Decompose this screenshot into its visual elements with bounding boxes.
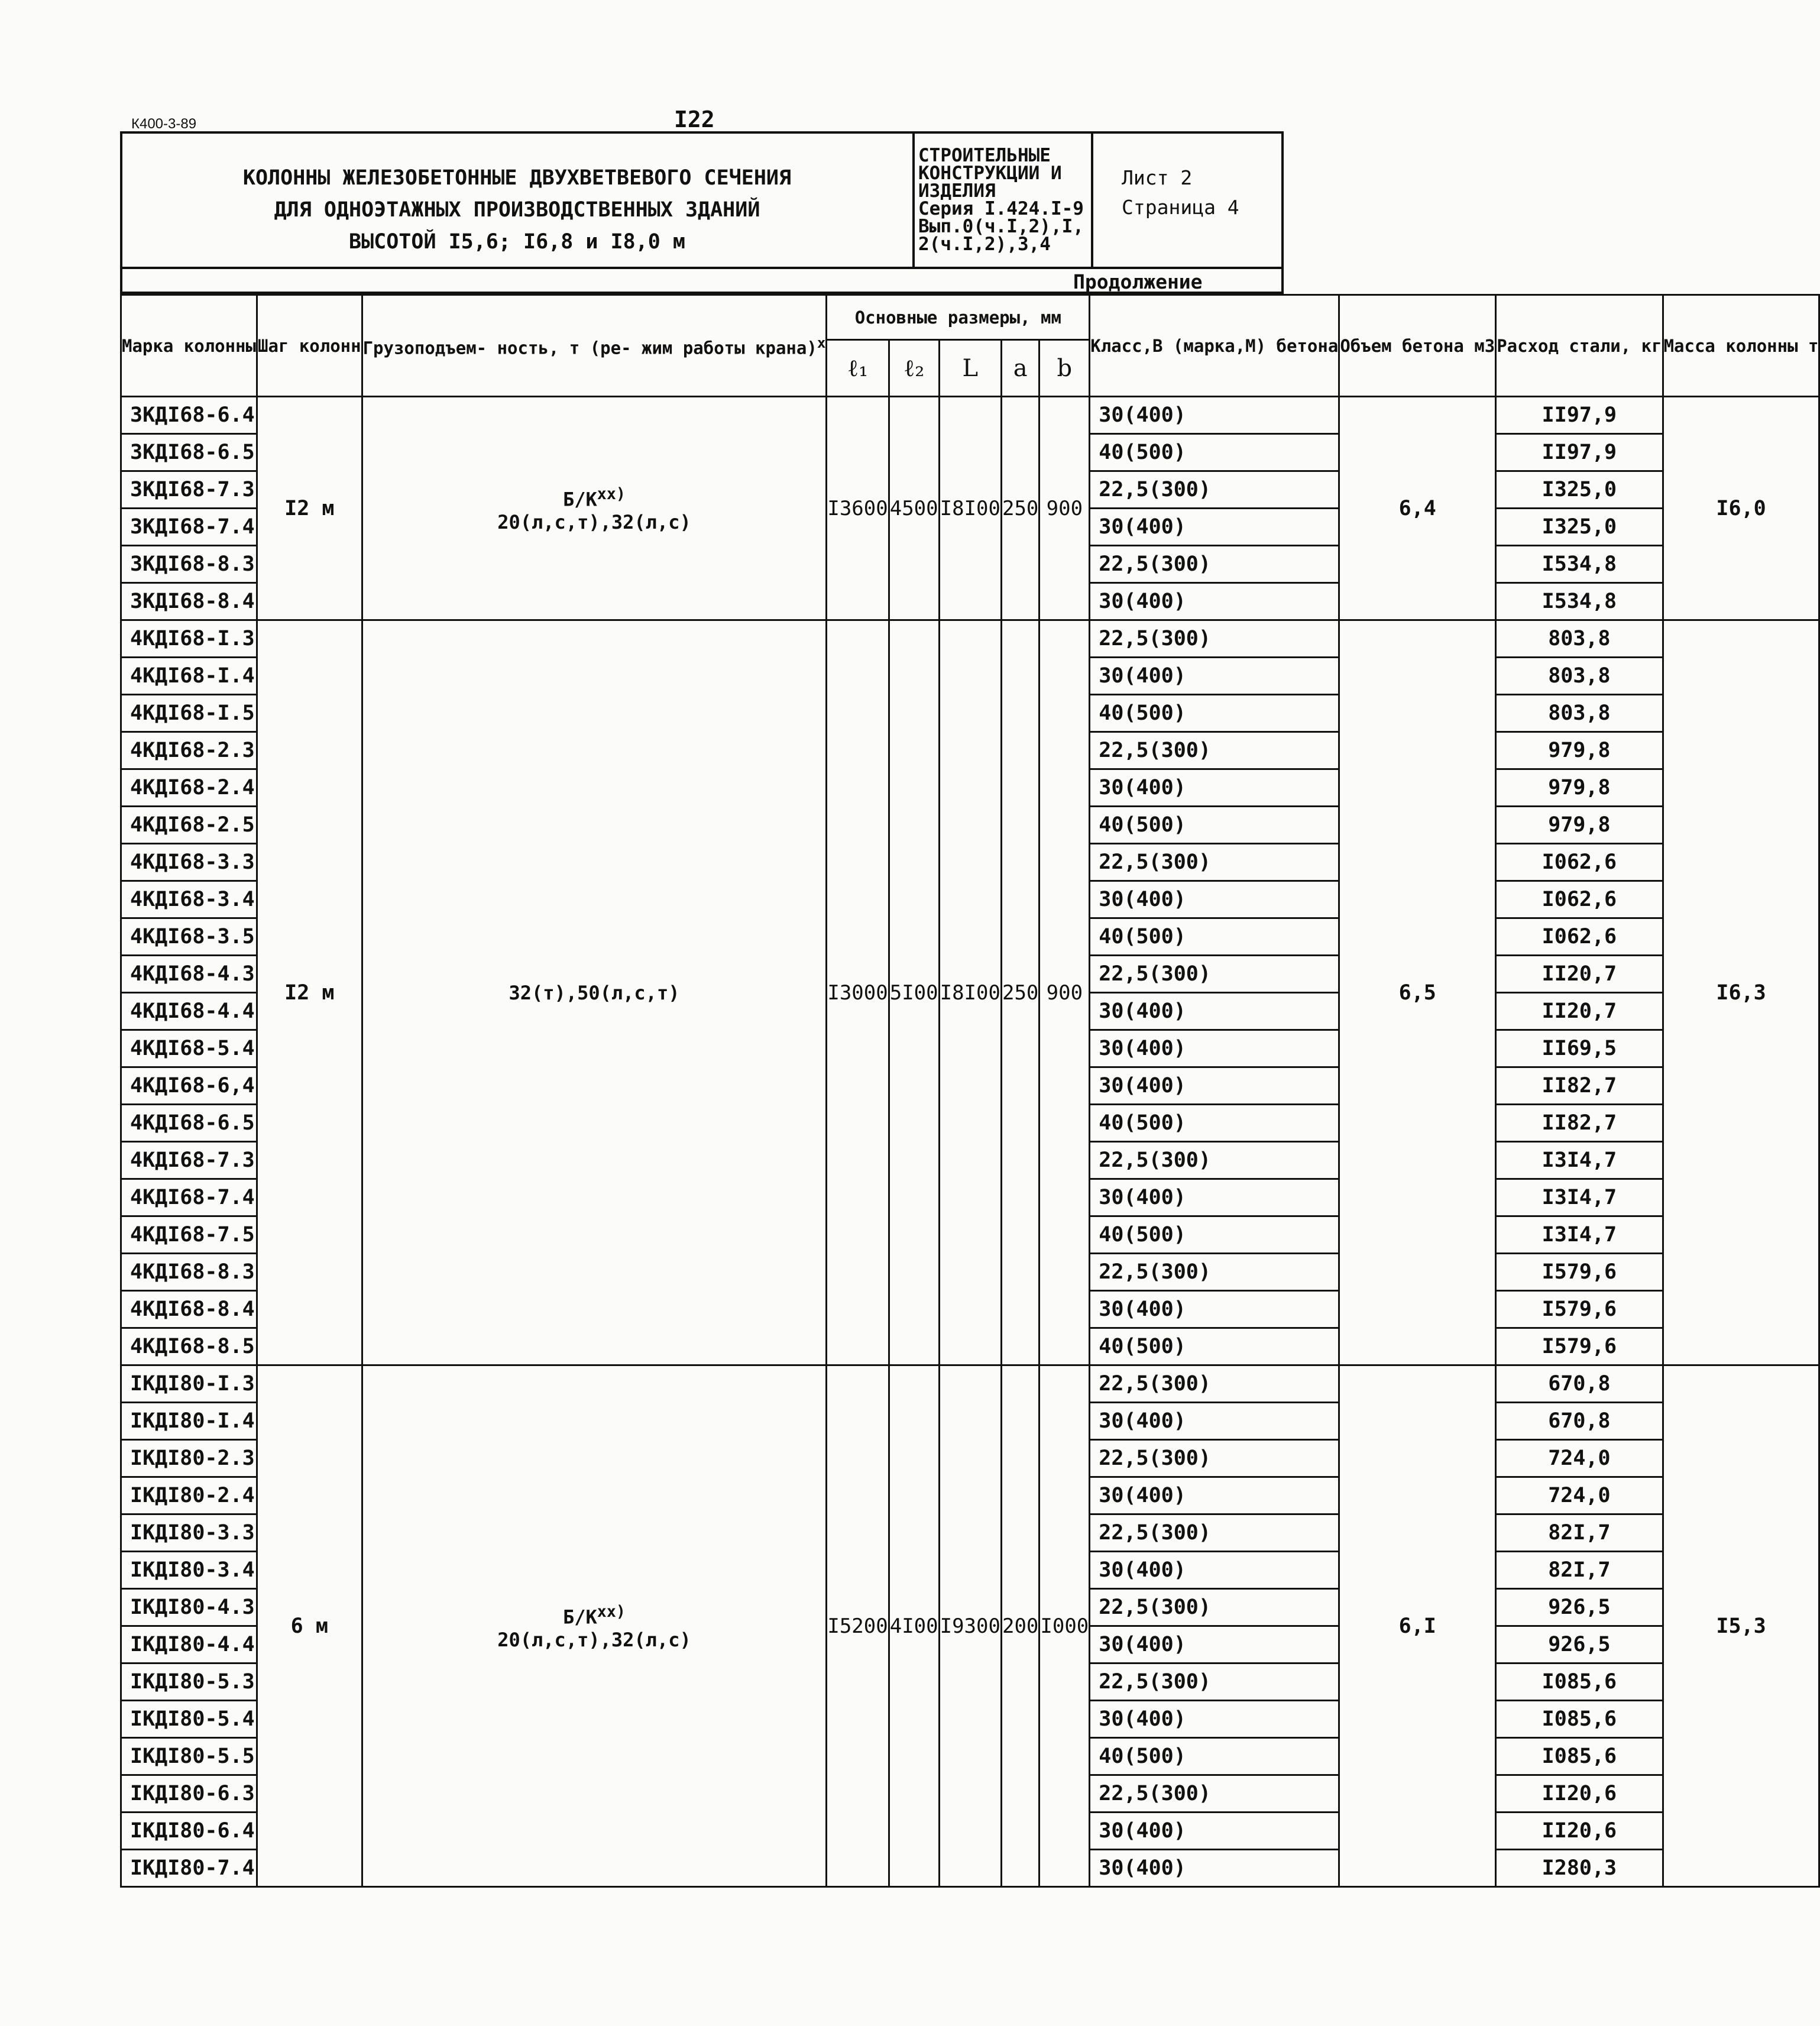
column-mark: 3КДI68-8.3 [121,546,257,583]
concrete-class: 22,5(300) [1090,1440,1339,1477]
dim-l1: I3600 [827,397,889,620]
series-line: СТРОИТЕЛЬНЫЕ [918,145,1051,166]
steel-consumption: I3I4,7 [1496,1142,1663,1179]
column-mark: 3КДI68-7.3 [121,471,257,509]
column-mass: I5,3 [1663,1365,1819,1887]
column-mark: IКДI80-I.4 [121,1403,257,1440]
column-mark: 4КДI68-3.4 [121,881,257,918]
column-mass: I6,0 [1663,397,1819,620]
column-mark: 4КДI68-6.5 [121,1105,257,1142]
steel-consumption: 803,8 [1496,658,1663,695]
header-L: L [939,340,1001,397]
steel-consumption: I085,6 [1496,1701,1663,1738]
steel-consumption: II20,7 [1496,956,1663,993]
column-mark: IКДI80-2.4 [121,1477,257,1514]
column-mark: IКДI80-6.3 [121,1775,257,1813]
dim-l2: 4I00 [889,1365,939,1887]
steel-consumption: I579,6 [1496,1328,1663,1365]
column-mark: 4КДI68-5.4 [121,1030,257,1067]
header-volume: Объем бетона м3 [1339,295,1496,397]
dim-b: 900 [1039,397,1090,620]
steel-consumption: 926,5 [1496,1626,1663,1663]
steel-consumption: 724,0 [1496,1440,1663,1477]
steel-consumption: II82,7 [1496,1105,1663,1142]
series-line: 2(ч.I,2),3,4 [918,234,1051,255]
table-row [121,397,1819,434]
steel-consumption: I062,6 [1496,844,1663,881]
concrete-class: 30(400) [1090,1403,1339,1440]
column-mark: 4КДI68-2.5 [121,807,257,844]
column-mark: 4КДI68-I.3 [121,620,257,658]
concrete-class: 22,5(300) [1090,471,1339,509]
steel-consumption: 724,0 [1496,1477,1663,1514]
column-mark: IКДI80-7.4 [121,1850,257,1887]
series-line: ИЗДЕЛИЯ [918,180,996,202]
column-step: I2 м [257,620,362,1365]
concrete-class: 22,5(300) [1090,1365,1339,1403]
series-info [912,134,1093,267]
concrete-class: 30(400) [1090,509,1339,546]
steel-consumption: I280,3 [1496,1850,1663,1887]
sheet-page: Страница 4 [1122,196,1239,219]
column-mark: 4КДI68-8.5 [121,1328,257,1365]
column-mark: IКДI80-6.4 [121,1813,257,1850]
column-mark: 4КДI68-7.3 [121,1142,257,1179]
steel-consumption: I579,6 [1496,1291,1663,1328]
concrete-class: 40(500) [1090,1216,1339,1254]
concrete-class: 22,5(300) [1090,1775,1339,1813]
capacity-mode-label: Б/К [563,1606,597,1629]
steel-consumption: 979,8 [1496,732,1663,769]
column-step: 6 м [257,1365,362,1887]
column-mark: 4КДI68-7.4 [121,1179,257,1216]
crane-capacity [362,620,827,1365]
steel-consumption: I3I4,7 [1496,1179,1663,1216]
document-title [122,162,912,258]
concrete-class: 22,5(300) [1090,1663,1339,1701]
table-row [121,1365,1819,1403]
concrete-class: 40(500) [1090,1328,1339,1365]
column-mark: IКДI80-5.3 [121,1663,257,1701]
crane-capacity [362,397,827,620]
concrete-class: 30(400) [1090,769,1339,807]
concrete-class: 40(500) [1090,807,1339,844]
steel-consumption: II20,7 [1496,993,1663,1030]
header-step: Шаг колонн [257,295,362,397]
dim-b: I000 [1039,1365,1090,1887]
header-l1: ℓ₁ [827,340,889,397]
steel-consumption: II97,9 [1496,397,1663,434]
steel-consumption: II20,6 [1496,1813,1663,1850]
page-number: I22 [674,106,715,132]
header-mark: Марка колонны [121,295,257,397]
steel-consumption: I3I4,7 [1496,1216,1663,1254]
steel-consumption: 979,8 [1496,807,1663,844]
column-mark: 4КДI68-7.5 [121,1216,257,1254]
dim-l2: 4500 [889,397,939,620]
header-mass: Масса колонны т [1663,295,1819,397]
column-mark: 4КДI68-8.4 [121,1291,257,1328]
dim-l1: I5200 [827,1365,889,1887]
concrete-class: 30(400) [1090,583,1339,620]
columns-table [120,294,1820,1888]
concrete-class: 30(400) [1090,1850,1339,1887]
document-code: К400-3-89 [131,116,197,132]
capacity-values: 32(т),50(л,с,т) [509,981,680,1004]
header-a: a [1001,340,1039,397]
concrete-class: 30(400) [1090,1291,1339,1328]
column-mark: IКДI80-I.3 [121,1365,257,1403]
steel-consumption: 82I,7 [1496,1552,1663,1589]
dim-a: 250 [1001,620,1039,1365]
concrete-class: 22,5(300) [1090,1254,1339,1291]
concrete-class: 22,5(300) [1090,844,1339,881]
column-mark: IКДI80-4.3 [121,1589,257,1626]
series-line: Вып.0(ч.I,2),I, [918,216,1084,237]
header-steel: Расход стали, кг [1496,295,1663,397]
column-mark: 4КДI68-4.4 [121,993,257,1030]
concrete-class: 40(500) [1090,434,1339,471]
steel-consumption: 670,8 [1496,1365,1663,1403]
column-mark: IКДI80-5.5 [121,1738,257,1775]
series-line: КОНСТРУКЦИИ И [918,163,1062,184]
concrete-class: 30(400) [1090,1813,1339,1850]
header-capacity-mark: x [817,335,826,352]
column-mark: 4КДI68-I.4 [121,658,257,695]
sheet-number: Лист 2 [1122,166,1193,189]
steel-consumption: I062,6 [1496,881,1663,918]
steel-consumption: I062,6 [1496,918,1663,956]
dim-l1: I3000 [827,620,889,1365]
concrete-class: 30(400) [1090,1477,1339,1514]
column-mark: 3КДI68-6.4 [121,397,257,434]
crane-capacity [362,1365,827,1887]
concrete-class: 30(400) [1090,1030,1339,1067]
concrete-class: 30(400) [1090,658,1339,695]
continuation-row [120,269,1284,294]
concrete-class: 30(400) [1090,1626,1339,1663]
steel-consumption: 670,8 [1496,1403,1663,1440]
concrete-class: 40(500) [1090,918,1339,956]
concrete-class: 22,5(300) [1090,1142,1339,1179]
column-mark: 4КДI68-8.3 [121,1254,257,1291]
column-mark: 4КДI68-4.3 [121,956,257,993]
concrete-class: 30(400) [1090,397,1339,434]
column-mark: 3КДI68-8.4 [121,583,257,620]
header-dims: Основные размеры, мм [827,295,1090,340]
steel-consumption: I579,6 [1496,1254,1663,1291]
concrete-volume: 6,I [1339,1365,1496,1887]
steel-consumption: I534,8 [1496,583,1663,620]
steel-consumption: I085,6 [1496,1663,1663,1701]
column-mark: 4КДI68-6,4 [121,1067,257,1105]
dim-a: 200 [1001,1365,1039,1887]
column-mark: IКДI80-5.4 [121,1701,257,1738]
steel-consumption: 979,8 [1496,769,1663,807]
dim-L: I9300 [939,1365,1001,1887]
column-mark: 4КДI68-3.3 [121,844,257,881]
continuation-label: Продолжение [1073,270,1203,293]
capacity-mode [363,483,826,511]
header-b: b [1039,340,1090,397]
steel-consumption: 926,5 [1496,1589,1663,1626]
column-mark: IКДI80-4.4 [121,1626,257,1663]
steel-consumption: I534,8 [1496,546,1663,583]
concrete-class: 40(500) [1090,1738,1339,1775]
header-concrete-class: Класс,В (марка,М) бетона [1090,295,1339,397]
header-l2: ℓ₂ [889,340,939,397]
steel-consumption: II20,6 [1496,1775,1663,1813]
concrete-class: 22,5(300) [1090,1514,1339,1552]
table-body [121,397,1819,1887]
header-capacity-text: Грузоподъем- ность, т (ре- жим работы крана) [362,338,817,358]
steel-consumption: I325,0 [1496,509,1663,546]
column-mark: 4КДI68-2.4 [121,769,257,807]
capacity-mode-label: Б/К [563,488,597,511]
column-mark: 4КДI68-3.5 [121,918,257,956]
column-mark: 4КДI68-2.3 [121,732,257,769]
concrete-volume: 6,5 [1339,620,1496,1365]
dim-a: 250 [1001,397,1039,620]
dim-l2: 5I00 [889,620,939,1365]
column-mark: IКДI80-3.4 [121,1552,257,1589]
concrete-class: 30(400) [1090,993,1339,1030]
dim-L: I8I00 [939,620,1001,1365]
capacity-footnote-mark: xx) [597,1603,626,1622]
capacity-footnote-mark: xx) [597,485,626,504]
header-capacity [362,295,827,397]
concrete-class: 30(400) [1090,1067,1339,1105]
steel-consumption: I325,0 [1496,471,1663,509]
concrete-class: 30(400) [1090,881,1339,918]
column-mark: 3КДI68-6.5 [121,434,257,471]
title-block [120,131,1284,269]
steel-consumption: II82,7 [1496,1067,1663,1105]
concrete-class: 30(400) [1090,1552,1339,1589]
title-line: ДЛЯ ОДНОЭТАЖНЫХ ПРОИЗВОДСТВЕННЫХ ЗДАНИЙ [274,198,760,222]
dim-L: I8I00 [939,397,1001,620]
column-mark: 3КДI68-7.4 [121,509,257,546]
column-mark: IКДI80-2.3 [121,1440,257,1477]
steel-consumption: II69,5 [1496,1030,1663,1067]
sheet-info [1122,163,1239,222]
concrete-class: 40(500) [1090,1105,1339,1142]
column-step: I2 м [257,397,362,620]
capacity-values: 20(л,с,т),32(л,с) [497,1628,691,1651]
steel-consumption: 82I,7 [1496,1514,1663,1552]
concrete-class: 22,5(300) [1090,732,1339,769]
steel-consumption: 803,8 [1496,620,1663,658]
series-line: Серия I.424.I-9 [918,198,1084,219]
capacity-values: 20(л,с,т),32(л,с) [497,510,691,533]
dim-b: 900 [1039,620,1090,1365]
concrete-class: 22,5(300) [1090,546,1339,583]
column-mass: I6,3 [1663,620,1819,1365]
title-line: ВЫСОТОЙ I5,6; I6,8 и I8,0 м [349,230,685,254]
concrete-volume: 6,4 [1339,397,1496,620]
steel-consumption: 803,8 [1496,695,1663,732]
column-mark: IКДI80-3.3 [121,1514,257,1552]
concrete-class: 22,5(300) [1090,1589,1339,1626]
table-row [121,620,1819,658]
column-mark: 4КДI68-I.5 [121,695,257,732]
concrete-class: 30(400) [1090,1701,1339,1738]
steel-consumption: I085,6 [1496,1738,1663,1775]
concrete-class: 22,5(300) [1090,620,1339,658]
steel-consumption: II97,9 [1496,434,1663,471]
concrete-class: 22,5(300) [1090,956,1339,993]
capacity-mode [363,1601,826,1629]
concrete-class: 30(400) [1090,1179,1339,1216]
concrete-class: 40(500) [1090,695,1339,732]
title-line: КОЛОННЫ ЖЕЛЕЗОБЕТОННЫЕ ДВУХВЕТВЕВОГО СЕЧЕНИЯ [242,166,792,190]
